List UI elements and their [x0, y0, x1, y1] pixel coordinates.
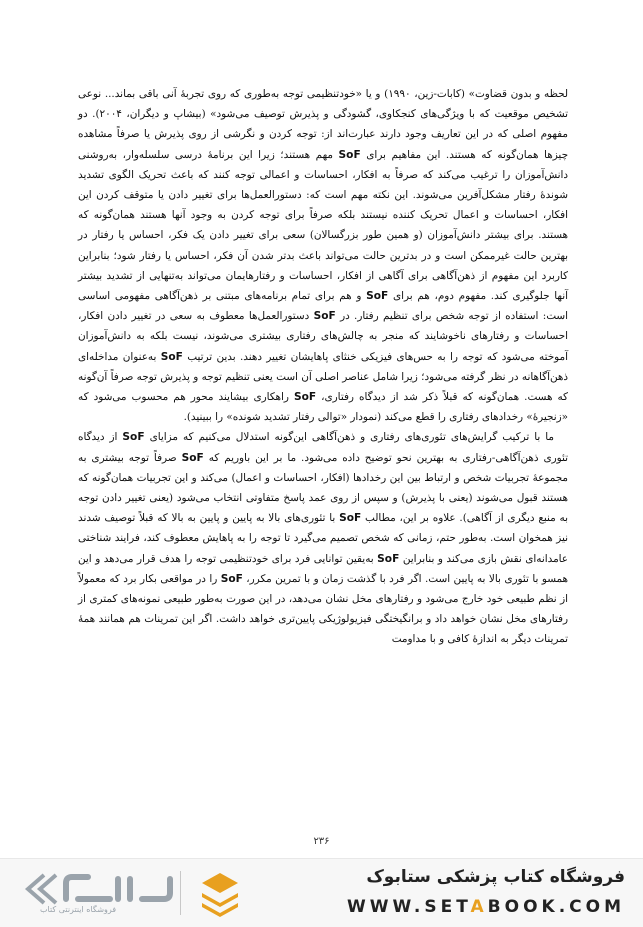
sof-term: SoF — [313, 310, 336, 323]
website-part-1: WWW.SET — [347, 897, 471, 917]
text-run: دستورالعمل‌ها معطوف به سعی در تغییر دادن افکار، احساسات و رفتارهای ناخوشایند که منجر به چالش‌های رفتاری بیشتری می‌شوند، نیست بلکه به دانش‌آموزان آموخته می‌شود که توجه را به حس‌های فیزیکی خنثای پاهایشان تغییر دهند. بدین ترتیب — [78, 310, 568, 363]
text-run: لحظه و بدون قضاوت» (کابات‌-زین، ۱۹۹۰) و یا «خودتنظیمی توجه به‌طوری که روی تجربهٔ آنی باقی بماند... نوعی تشخیص موقعیت که با ویژگی‌های کنجکاوی، گشودگی و پذیرش توصیف می‌شود» (بیشاپ و دیگران، ۲۰۰۴). دو مفهوم اصلی که در این تعاریف وجود دارند عبارت‌اند از: توجه کردن و نگرشی از روی پذیرش یا صرفاً مشاهده چیزها همان‌گونه که هستند. این مفاهیم برای — [78, 88, 568, 161]
website-part-2: BOOK.COM — [487, 897, 625, 917]
logo-lettermark-icon — [66, 877, 170, 899]
sof-term: SoF — [339, 512, 362, 525]
logo-stroke-1 — [66, 877, 88, 899]
text-run: به‌عنوان مداخله‌ای ذهن‌آگاهانه در نظر گرفته می‌شود؛ زیرا شامل عناصر اصلی آن است یعنی تنظیم توجه و پذیرش توجه صرفاً آن‌گونه که هست. همان‌گونه که قبلاً ذکر شد از دیدگاه رفتاری، — [78, 350, 568, 404]
text-run: با تئوری‌های بالا به پایین و پایین به بالا که قبلاً توصیف شدند نیز همخوان است. به‌طور حتم، زمانی که شخص تصمیم می‌گیرد تا توجه را به پاهایش معطوف کند، فرایند شناختی عامدانه‌ای نقش بازی می‌کند و بنابراین — [78, 512, 568, 565]
text-run: به‌یقین توانایی فرد برای خودتنظیمی توجه را هدف قرار می‌دهد و این همسو با تئوری بالا به پایین است. اگر فرد با گذشت زمان و با تمرین مکرر، — [78, 552, 568, 585]
sof-term: SoF — [366, 290, 389, 303]
website-accent-letter: A — [470, 897, 488, 917]
logo-chevrons-icon — [28, 875, 56, 903]
sof-term: SoF — [220, 572, 243, 585]
text-run: و هم برای تمام برنامه‌های مبتنی بر ذهن‌آگاهی مفهومی اساسی است: استفاده از توجه شخص برای تنظیم رفتار. در — [78, 290, 569, 323]
paragraph — [78, 427, 568, 649]
text-run: راهکاری بیشایند محور هم محسوب می‌شود که «زنجیرهٔ» رخدادهای رفتاری را قطع می‌کند (نمودار «توالی رفتار تشدید شونده» را ببینید). — [78, 391, 568, 424]
paragraph — [78, 84, 568, 427]
book-stack-middle — [202, 893, 238, 907]
footer-divider — [180, 871, 181, 915]
sof-term: SoF — [377, 552, 400, 565]
page-number: ۲۳۶ — [313, 836, 330, 847]
sof-term: SoF — [338, 148, 361, 161]
setabook-logo — [14, 865, 244, 923]
store-name: فروشگاه کتاب پزشکی ستابوک — [366, 867, 625, 887]
text-run: از دیدگاه تئوری ذهن‌آگاهی-رفتاری به بهترین نحو توضیح داده می‌شود. ما بر این باوریم که — [78, 431, 568, 464]
store-footer-banner[interactable] — [0, 858, 643, 927]
body-text — [78, 84, 568, 650]
logo-chevron-2 — [40, 875, 56, 903]
text-run: را در مواقعی بکار برد که معمولاً از نظم طبیعی خود خارج می‌شود و رفتارهای مخل نشان می‌دهد، در این صورت به‌طور طبیعی نمونه‌های کمتری از رفتارهای مخل نشان خواهد داد و برانگیختگی فیزیولوژیکی پایین‌تری خواهد داشت. اگر این تمرینات هم همانند همهٔ تمرینات دیگر به اندازهٔ کافی و با مداومت — [78, 572, 568, 646]
sof-term: SoF — [293, 391, 317, 404]
sof-term: SoF — [122, 431, 145, 444]
text-run: ما با ترکیب گرایش‌های تئوری‌های رفتاری و ذهن‌آگاهی این‌گونه استدلال می‌کنیم که مزایای — [144, 431, 554, 444]
sof-term: SoF — [160, 350, 183, 363]
text-run: صرفاً توجه بیشتری به مجموعهٔ تجربیات شخص و ارتباط بین این رخدادها (افکار، احساسات و اعمال) می‌کند و این تجربیات همان‌گونه که هستند قبول می‌شوند (یعنی با پذیرش) و سپس از روی عمد پاسخ متفاوتی انتخاب می‌شود (یعنی تغییر دادن توجه به منبع دیگری از آگاهی). علاوه بر این، مطالب — [78, 451, 568, 525]
sof-term: SoF — [181, 451, 204, 464]
logo-stroke-5 — [142, 879, 170, 899]
book-stack-top — [202, 873, 238, 893]
store-website-link[interactable] — [347, 897, 625, 917]
logo-tagline: فروشگاه اینترنتی کتاب — [40, 905, 117, 914]
book-stack-icon — [202, 873, 238, 917]
text-run: مهم هستند؛ زیرا این برنامهٔ درسی سلسله‌وار، به‌روشنی دانش‌آموزان را ترغیب می‌کند که صرفاً به افکار، احساسات و اعمالی توجه کنند که باعث تحریک الگوی تشدید شوندهٔ رفتار مشکل‌آفرین می‌شوند. این نکته مهم است که: دستورالعمل‌ها برای تغییر دادن یا متوقف کردن این افکار، احساسات و اعمال تحریک کننده نیستند بلکه صرفاً برای توجه کردن به وجود آنها هستند همان‌گونه که هستند. برای بیشتر دانش‌آموزان (و همین طور بزرگسالان) سعی برای تغییر دادن یک فکر، احساس یا رفتار در بهترین حالت غیرممکن است و در بدترین حالت می‌تواند باعث بدتر شدن آن فکر، احساس یا رفتار شود؛ بنابراین کاربرد این مفهوم از ذهن‌آگاهی برای آگاهی از افکار، احساسات و رفتارهایمان می‌تواند به‌تنهایی از تشدید بیشتر آنها جلوگیری کند. مفهوم دوم، هم برای — [78, 148, 568, 303]
